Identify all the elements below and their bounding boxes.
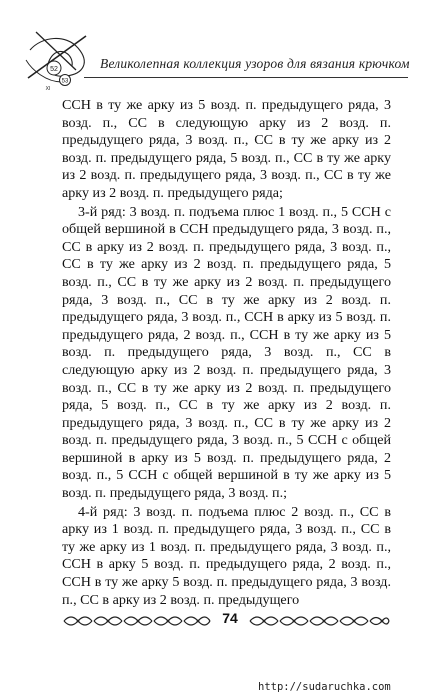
paragraph-row-2-end: ССН в ту же арку из 5 возд. п. предыдущего ряда, 3 возд. п., СС в следующую арку из 2 возд. п. предыдущего ряда, 3 возд. п., СС в ту же арку из 2 возд. п. предыдущего ряда, 5 возд. п., СС в ту же арку из 2 возд. п. предыдущего ряда, 3 возд. п., СС в ту же арку из 2 возд. п. предыдущего ряда;: [62, 97, 391, 201]
svg-text:53: 53: [61, 78, 69, 85]
decorative-border-right-icon: [248, 612, 391, 630]
svg-text:XI: XI: [45, 86, 51, 92]
book-logo-ornament-icon: [22, 30, 102, 96]
body-text: [62, 97, 391, 609]
svg-text:52: 52: [50, 66, 58, 73]
paragraph-row-4: 4-й ряд: 3 возд. п. подъема плюс 2 возд. п., СС в арку из 1 возд. п. предыдущего ряда, 3 возд. п., СС в ту же арку из 1 возд. п. предыдущего ряда, 3 возд. п., ССН в арку 5 возд. п. предыдущего ряда, 2 возд. п., ССН в ту же арку 5 возд. п. предыдущего ряда, 3 возд. п., СС в арку из 2 возд. п. предыдущего: [62, 503, 391, 608]
paragraph-row-3: 3-й ряд: 3 возд. п. подъема плюс 1 возд. п., 5 ССН с общей вершиной в ССН предыдущего ряда, 3 возд. п., СС в арку из 2 возд. п. предыдущего ряда, 3 возд. п., СС в ту же арку из 2 возд. п. предыдущего ряда, 5 возд. п., СС в ту же арку из 2 возд. п. предыдущего ряда, 3 возд. п., СС в ту же арку из 2 возд. п. предыдущего ряда, 3 возд. п., ССН в арку из 5 возд. п. предыдущего ряда, 2 возд. п., ССН в ту же арку из 5 возд. п. предыдущего ряда, 3 возд. п., СС в следующую арку из 2 возд. п. предыдущего ряда, 3 возд. п., СС в ту же арку из 2 возд. п. предыдущего ряда, 5 возд. п., СС в ту же арку из 2 возд. п. предыдущего ряда, 3 возд. п., СС в ту же арку из 2 возд. п. предыдущего ряда, 3 возд. п., 5 ССН с общей вершиной в арку из 5 возд. п. предыдущего ряда, 2 возд. п., 5 ССН с общей вершиной в ту же арку из 5 возд. п. предыдущего ряда, 3 возд. п.;: [62, 203, 391, 502]
page-footer: [62, 610, 391, 632]
header-rule: [84, 77, 408, 78]
running-header-title: Великолепная коллекция узоров для вязания крючком: [100, 56, 410, 71]
source-watermark-url: http://sudaruchka.com: [258, 681, 391, 693]
page-header: [0, 30, 448, 96]
decorative-border-left-icon: [62, 612, 212, 630]
page-number: 74: [222, 610, 238, 626]
